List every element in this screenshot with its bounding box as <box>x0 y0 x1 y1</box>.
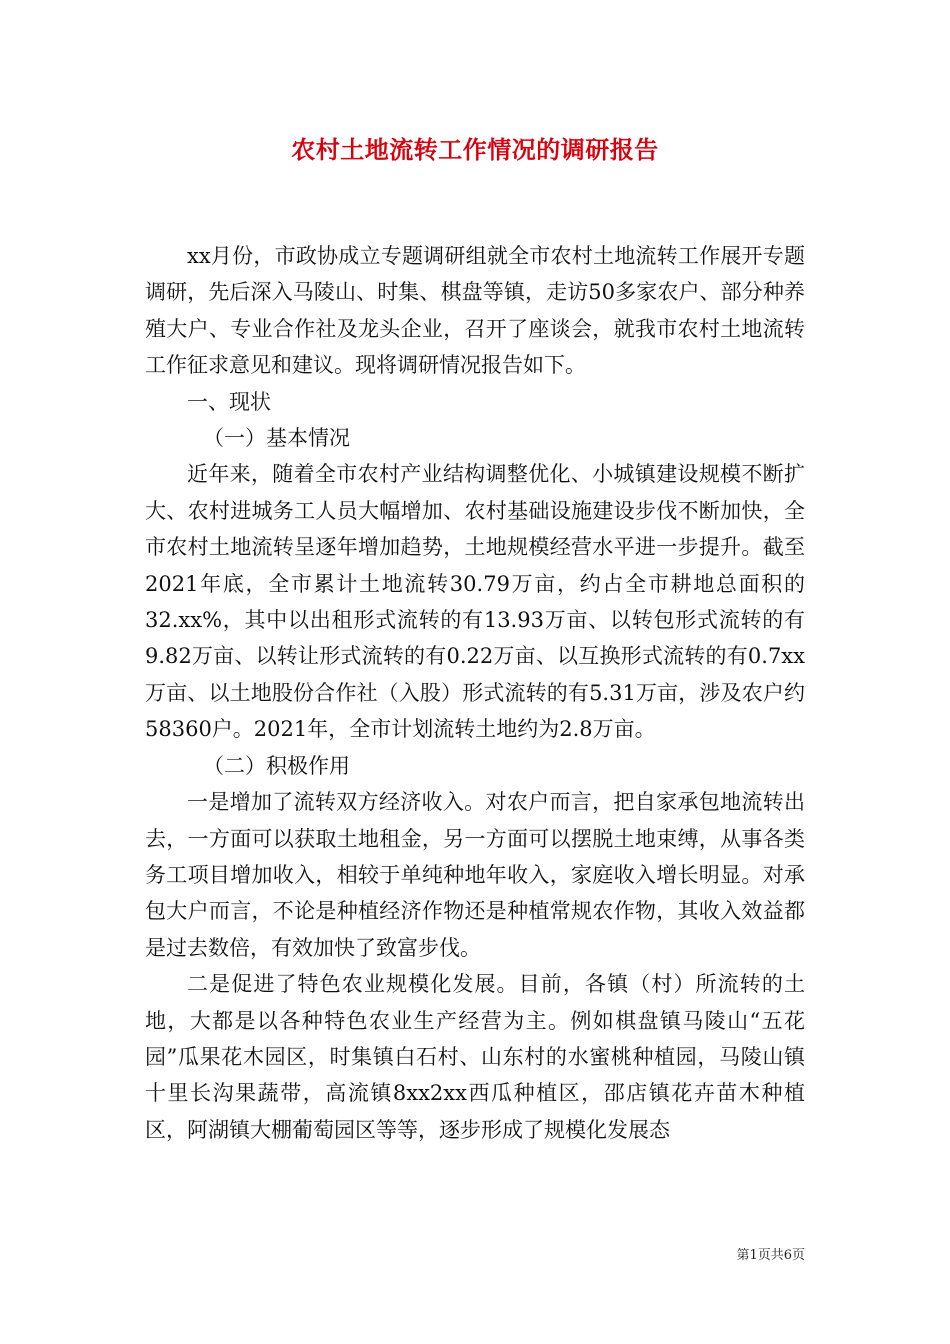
paragraph-basic-situation: 近年来，随着全市农村产业结构调整优化、小城镇建设规模不断扩大、农村进城务工人员大幅增加、农村基础设施建设步伐不断加快，全市农村土地流转呈逐年增加趋势，土地规模经营水平进一步提升。截至2021年底，全市累计土地流转30.79万亩，约占全市耕地总面积的32.xx%，其中以出租形式流转的有13.93万亩、以转包形式流转的有9.82万亩、以转让形式流转的有0.22万亩、以互换形式流转的有0.7xx万亩、以土地股份合作社（入股）形式流转的有5.31万亩，涉及农户约58360户。2021年，全市计划流转土地约为2.8万亩。 <box>145 462 805 742</box>
section-heading-status: 一、现状 <box>187 389 271 414</box>
document-body <box>145 238 805 1148</box>
subsection-heading-effects: （二）积极作用 <box>203 753 350 778</box>
page-indicator: 第1页共6页 <box>736 1248 805 1263</box>
paragraph-income: 一是增加了流转双方经济收入。对农户而言，把自家承包地流转出去，一方面可以获取土地租金，另一方面可以摆脱土地束缚，从事各类务工项目增加收入，相较于单纯种地年收入，家庭收入增长明显。对承包大户而言，不论是种植经济作物还是种植常规农作物，其收入效益都是过去数倍，有效加快了致富步伐。 <box>145 790 805 960</box>
subsection-heading-basic: （一）基本情况 <box>203 426 350 451</box>
document-title: 农村土地流转工作情况的调研报告 <box>291 135 659 164</box>
paragraph-intro: xx月份，市政协成立专题调研组就全市农村土地流转工作展开专题调研，先后深入马陵山、时集、棋盘等镇，走访50多家农户、部分种养殖大户、专业合作社及龙头企业，召开了座谈会，就我市农村土地流转工作征求意见和建议。现将调研情况报告如下。 <box>145 244 805 378</box>
paragraph-specialty-agriculture: 二是促进了特色农业规模化发展。目前，各镇（村）所流转的土地，大都是以各种特色农业生产经营为主。例如棋盘镇马陵山“五花园”瓜果花木园区，时集镇白石村、山东村的水蜜桃种植园，马陵山镇十里长沟果蔬带，高流镇8xx2xx西瓜种植区，邵店镇花卉苗木种植区，阿湖镇大棚葡萄园区等等，逐步形成了规模化发展态 <box>145 972 805 1142</box>
